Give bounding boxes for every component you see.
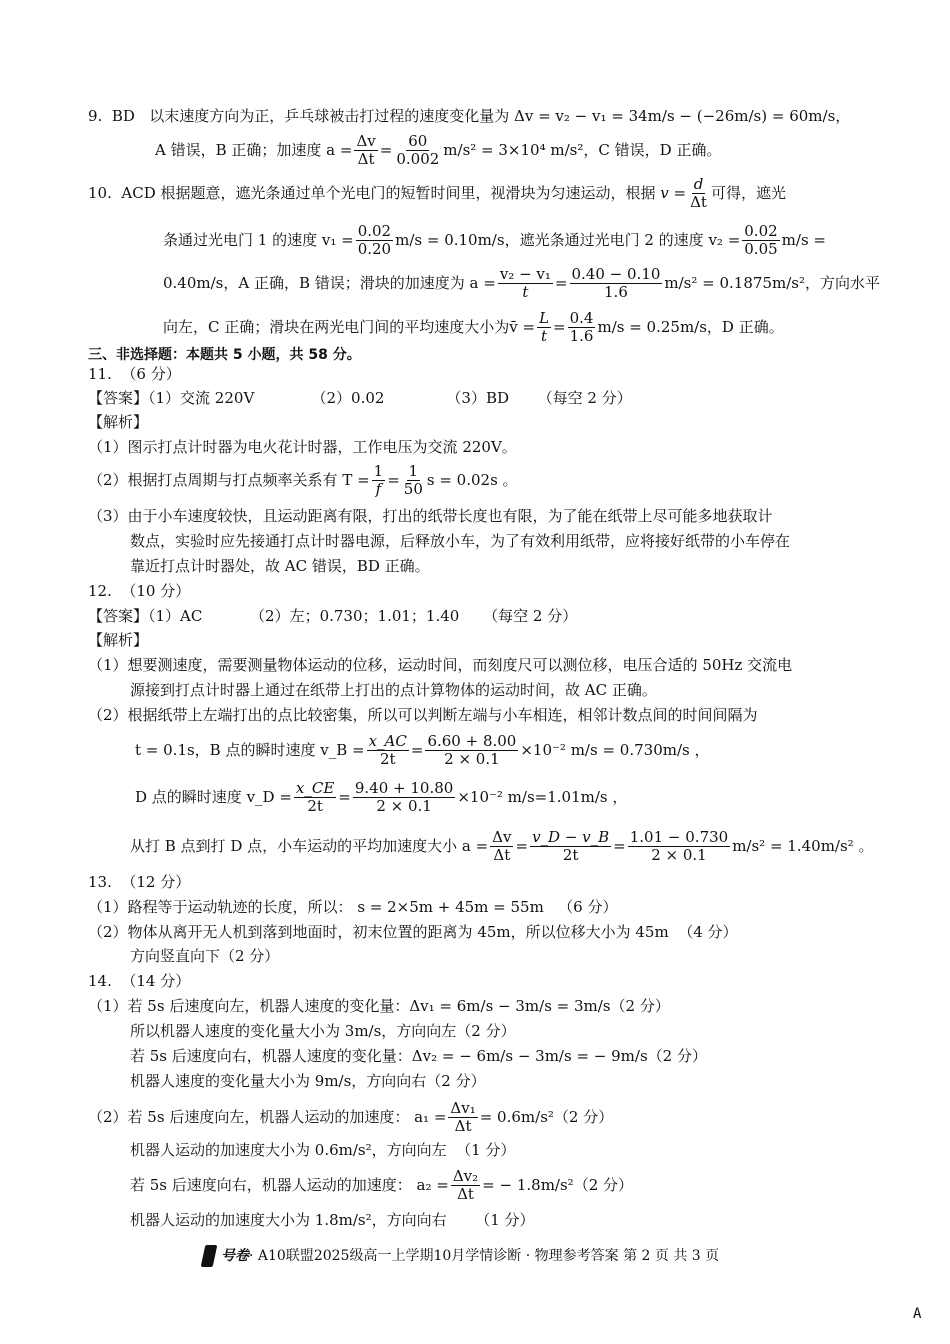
q12-p2a: （2）根据纸带上左端打出的点比较密集，所以可以判断左端与小车相连，相邻计数点间的时间间隔为 <box>88 706 758 724</box>
q11-p3c: 靠近打点计时器处，故 AC 错误，BD 正确。 <box>130 557 430 575</box>
q10-line2: 条通过光电门 1 的速度 v₁ = $\frac{0.02}{0.20}$ m/s = 0.10m/s，遮光条通过光电门 2 的速度 v₂ = $\frac{0.02}{0.05}$ m/s = <box>163 221 826 258</box>
q14-p6: 机器人运动的加速度大小为 0.6m/s²，方向向左 （1 分） <box>130 1141 516 1159</box>
q11-p3a: （3）由于小车速度较快，且运动距离有限，打出的纸带长度也有限，为了能在纸带上尽可能多地获取计 <box>88 507 773 525</box>
q11-analysis-label: 【解析】 <box>88 413 149 431</box>
q13-p3: 方向竖直向下（2 分） <box>130 947 280 965</box>
q9-line2: A 错误，B 正确；加速度 a = $\frac{\Delta v}{\Delta t}$ = 60 0.002 m/s² = 3×10⁴ m/s²，C 错误，D 正确。 <box>155 131 722 168</box>
q10-line1: 10. ACD 根据题意，遮光条通过单个光电门的短暂时间里，视滑块为匀速运动，根据 v = $\frac{d}{\Delta t}$ 可得，遮光 <box>88 174 786 211</box>
q11-p2: （2）根据打点周期与打点频率关系有 T = $\frac{1}{f}$ = 1 50 s = 0.02s 。 <box>88 461 518 498</box>
q11-p1: （1）图示打点计时器为电火花计时器，工作电压为交流 220V。 <box>88 438 517 456</box>
footer-text: · A10联盟2025级高一上学期10月学情诊断 · 物理参考答案 第 2 页 共 3 页 <box>249 1248 720 1264</box>
corner-mark: A <box>913 1306 922 1322</box>
brand-name: 号卷 <box>221 1248 249 1264</box>
q11-p3b: 数点，实验时应先接通打点计时器电源，后释放小车，为了有效利用纸带，应将接好纸带的小车停在 <box>130 532 791 550</box>
q13-p2: （2）物体从离开无人机到落到地面时，初末位置的距离为 45m，所以位移大小为 45m （4 分） <box>88 923 738 941</box>
q14-p2: 所以机器人速度的变化量大小为 3m/s，方向向左（2 分） <box>130 1022 516 1040</box>
q12-p1b: 源接到打点计时器上通过在纸带上打出的点计算物体的运动时间，故 AC 正确。 <box>130 681 657 699</box>
q12-number: 12. （10 分） <box>88 582 191 600</box>
q14-p3: 若 5s 后速度向右，机器人速度的变化量：Δv₂ = − 6m/s − 3m/s = − 9m/s（2 分） <box>130 1047 707 1065</box>
q12-p2b: t = 0.1s，B 点的瞬时速度 v_B = $\frac{x\_AC}{2t}$ = $\frac{6.60 + 8.00}{2 \times 0.1}$ ×10⁻² m/s = 0.730m/s ， <box>135 731 710 768</box>
q12-p4: 从打 B 点到打 D 点，小车运动的平均加速度大小 a = $\frac{\Delta v}{\Delta t}$ = v_D − v_B 2t = 1.01 − 0.730 2 × 0.1 m/s² = 1.40m/s² 。 <box>130 827 874 864</box>
q14-p5: （2）若 5s 后速度向左，机器人运动的加速度： a₁ = $\frac{\text{Δv₁}}{\Delta t}$ = 0.6m/s²（2 分） <box>88 1098 614 1135</box>
q12-answer: 【答案】（1）AC （2）左；0.730；1.01；1.40 （每空 2 分） <box>88 607 578 625</box>
q13-p1: （1）路程等于运动轨迹的长度，所以： s = 2×5m + 45m = 55m （6 分） <box>88 898 618 916</box>
q10-line3: 0.40m/s，A 正确，B 错误；滑块的加速度为 a = $\frac{\text{v₂ − v₁}}{t}$ = 0.40 − 0.10 1.6 m/s² = 0.1875m/s²，方向水平 <box>163 264 880 301</box>
q14-number: 14. （14 分） <box>88 972 191 990</box>
q10-line4: 向左，C 正确；滑块在两光电门间的平均速度大小为 v̄ = $\frac{L}{t}$ = 0.4 1.6 m/s = 0.25m/s，D 正确。 <box>163 308 784 345</box>
q13-number: 13. （12 分） <box>88 873 191 891</box>
q12-p1a: （1）想要测速度，需要测量物体运动的位移，运动时间，而刻度尺可以测位移，电压合适的 50Hz 交流电 <box>88 656 793 674</box>
q14-p4: 机器人速度的变化量大小为 9m/s，方向向右（2 分） <box>130 1072 486 1090</box>
section-heading: 三、非选择题：本题共 5 小题，共 58 分。 <box>88 347 361 363</box>
q14-p1: （1）若 5s 后速度向左，机器人速度的变化量：Δv₁ = 6m/s − 3m/s = 3m/s（2 分） <box>88 997 670 1015</box>
q9-line1: 9. BD 以末速度方向为正，乒乓球被击打过程的速度变化量为 Δv = v₂ − v₁ = 34m/s − (−26m/s) = 60m/s， <box>88 107 851 125</box>
q12-p3: D 点的瞬时速度 v_D = $\frac{x\_CE}{2t}$ = $\frac{9.40 + 10.80}{2 \times 0.1}$ ×10⁻² m/s=1.01m/s ， <box>135 778 628 815</box>
q14-p8: 机器人运动的加速度大小为 1.8m/s²，方向向右 （1 分） <box>130 1211 535 1229</box>
brand-logo-icon <box>201 1245 218 1267</box>
q12-analysis-label: 【解析】 <box>88 631 149 649</box>
q14-p7: 若 5s 后速度向右，机器人运动的加速度： a₂ = $\frac{\text{Δv₂}}{\Delta t}$ = − 1.8m/s²（2 分） <box>130 1166 633 1203</box>
q11-number: 11. （6 分） <box>88 365 181 383</box>
page-footer <box>203 1245 719 1267</box>
q11-answer: 【答案】（1）交流 220V （2）0.02 （3）BD （每空 2 分） <box>88 389 632 407</box>
